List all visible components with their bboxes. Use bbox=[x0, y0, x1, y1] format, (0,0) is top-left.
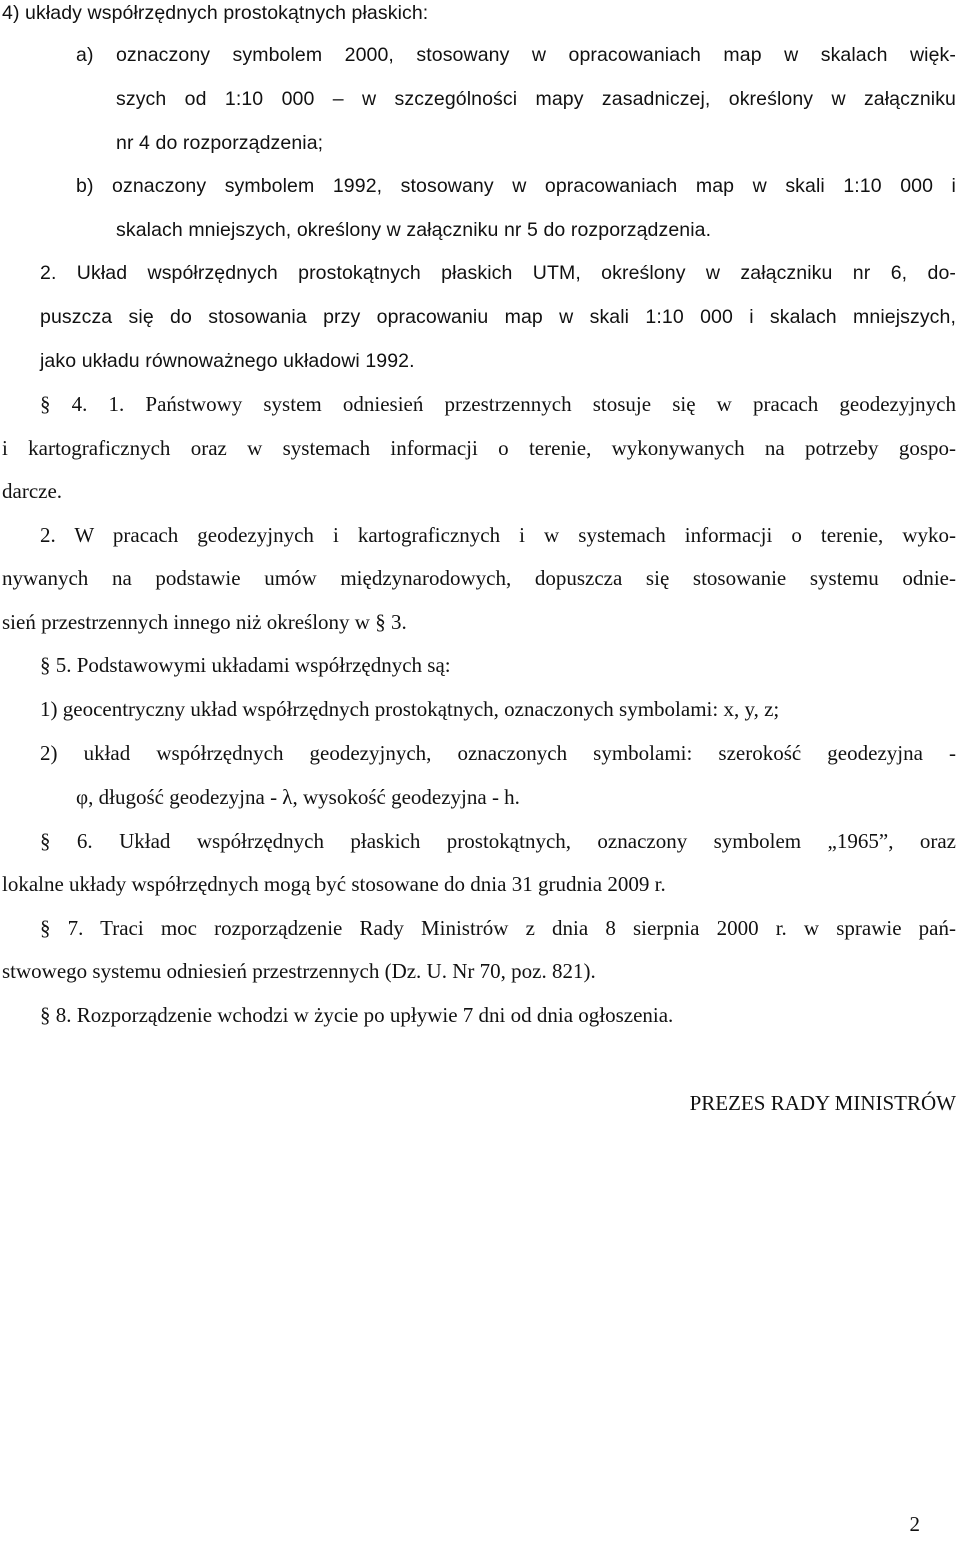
par5-intro: § 5. Podstawowymi układami współrzędnych są: bbox=[40, 653, 451, 677]
par4-p2-line-2: nywanych na podstawie umów międzynarodowych, dopuszcza się stosowanie systemu odnie- bbox=[2, 566, 956, 590]
para2-line-2: puszcza się do stosowania przy opracowaniu map w skali 1:10 000 i skalach mniejszych, bbox=[40, 306, 956, 328]
par5-item-2-line-1: 2) układ współrzędnych geodezyjnych, oznaczonych symbolami: szerokość geodezyjna - bbox=[40, 741, 956, 765]
par6-line-1: § 6. Układ współrzędnych płaskich prostokątnych, oznaczony symbolem „1965”, oraz bbox=[40, 829, 956, 853]
item-a-line-1: a) oznaczony symbolem 2000, stosowany w opracowaniach map w skalach więk- bbox=[76, 44, 956, 66]
item-b-line-2: skalach mniejszych, określony w załączniku nr 5 do rozporządzenia. bbox=[116, 219, 712, 241]
par5-item-2-line-2: φ, długość geodezyjna - λ, wysokość geodezyjna - h. bbox=[76, 785, 520, 809]
par4-p2-line-3: sień przestrzennych innego niż określony w § 3. bbox=[2, 610, 407, 634]
par7-line-1: § 7. Traci moc rozporządzenie Rady Ministrów z dnia 8 sierpnia 2000 r. w sprawie pań- bbox=[40, 916, 956, 940]
item-a-line-3: nr 4 do rozporządzenia; bbox=[116, 132, 324, 154]
par8: § 8. Rozporządzenie wchodzi w życie po upływie 7 dni od dnia ogłoszenia. bbox=[40, 1003, 674, 1027]
para2-line-3: jako układu równoważnego układowi 1992. bbox=[40, 350, 415, 372]
page-number: 2 bbox=[909, 1512, 920, 1536]
par4-p1-line-3: darcze. bbox=[2, 479, 63, 503]
par5-item-1: 1) geocentryczny układ współrzędnych prostokątnych, oznaczonych symbolami: x, y, z; bbox=[40, 697, 780, 721]
signature: PREZES RADY MINISTRÓW bbox=[689, 1091, 956, 1115]
item-b-line-1: b) oznaczony symbolem 1992, stosowany w opracowaniach map w skali 1:10 000 i bbox=[76, 175, 956, 197]
par4-p1-line-2: i kartograficznych oraz w systemach informacji o terenie, wykonywanych na potrzeby gospo- bbox=[2, 436, 956, 460]
para2-line-1: 2. Układ współrzędnych prostokątnych płaskich UTM, określony w załączniku nr 6, do- bbox=[40, 262, 956, 284]
list-header: 4) układy współrzędnych prostokątnych płaskich: bbox=[2, 2, 429, 24]
par4-p2-line-1: 2. W pracach geodezyjnych i kartograficznych i w systemach informacji o terenie, wyko- bbox=[40, 523, 956, 547]
par7-line-2: stwowego systemu odniesień przestrzennych (Dz. U. Nr 70, poz. 821). bbox=[2, 959, 596, 983]
par4-p1-line-1: § 4. 1. Państwowy system odniesień przestrzennych stosuje się w pracach geodezyjnych bbox=[40, 392, 956, 416]
item-a-line-2: szych od 1:10 000 – w szczególności mapy zasadniczej, określony w załączniku bbox=[116, 88, 956, 110]
par6-line-2: lokalne układy współrzędnych mogą być stosowane do dnia 31 grudnia 2009 r. bbox=[2, 872, 666, 896]
